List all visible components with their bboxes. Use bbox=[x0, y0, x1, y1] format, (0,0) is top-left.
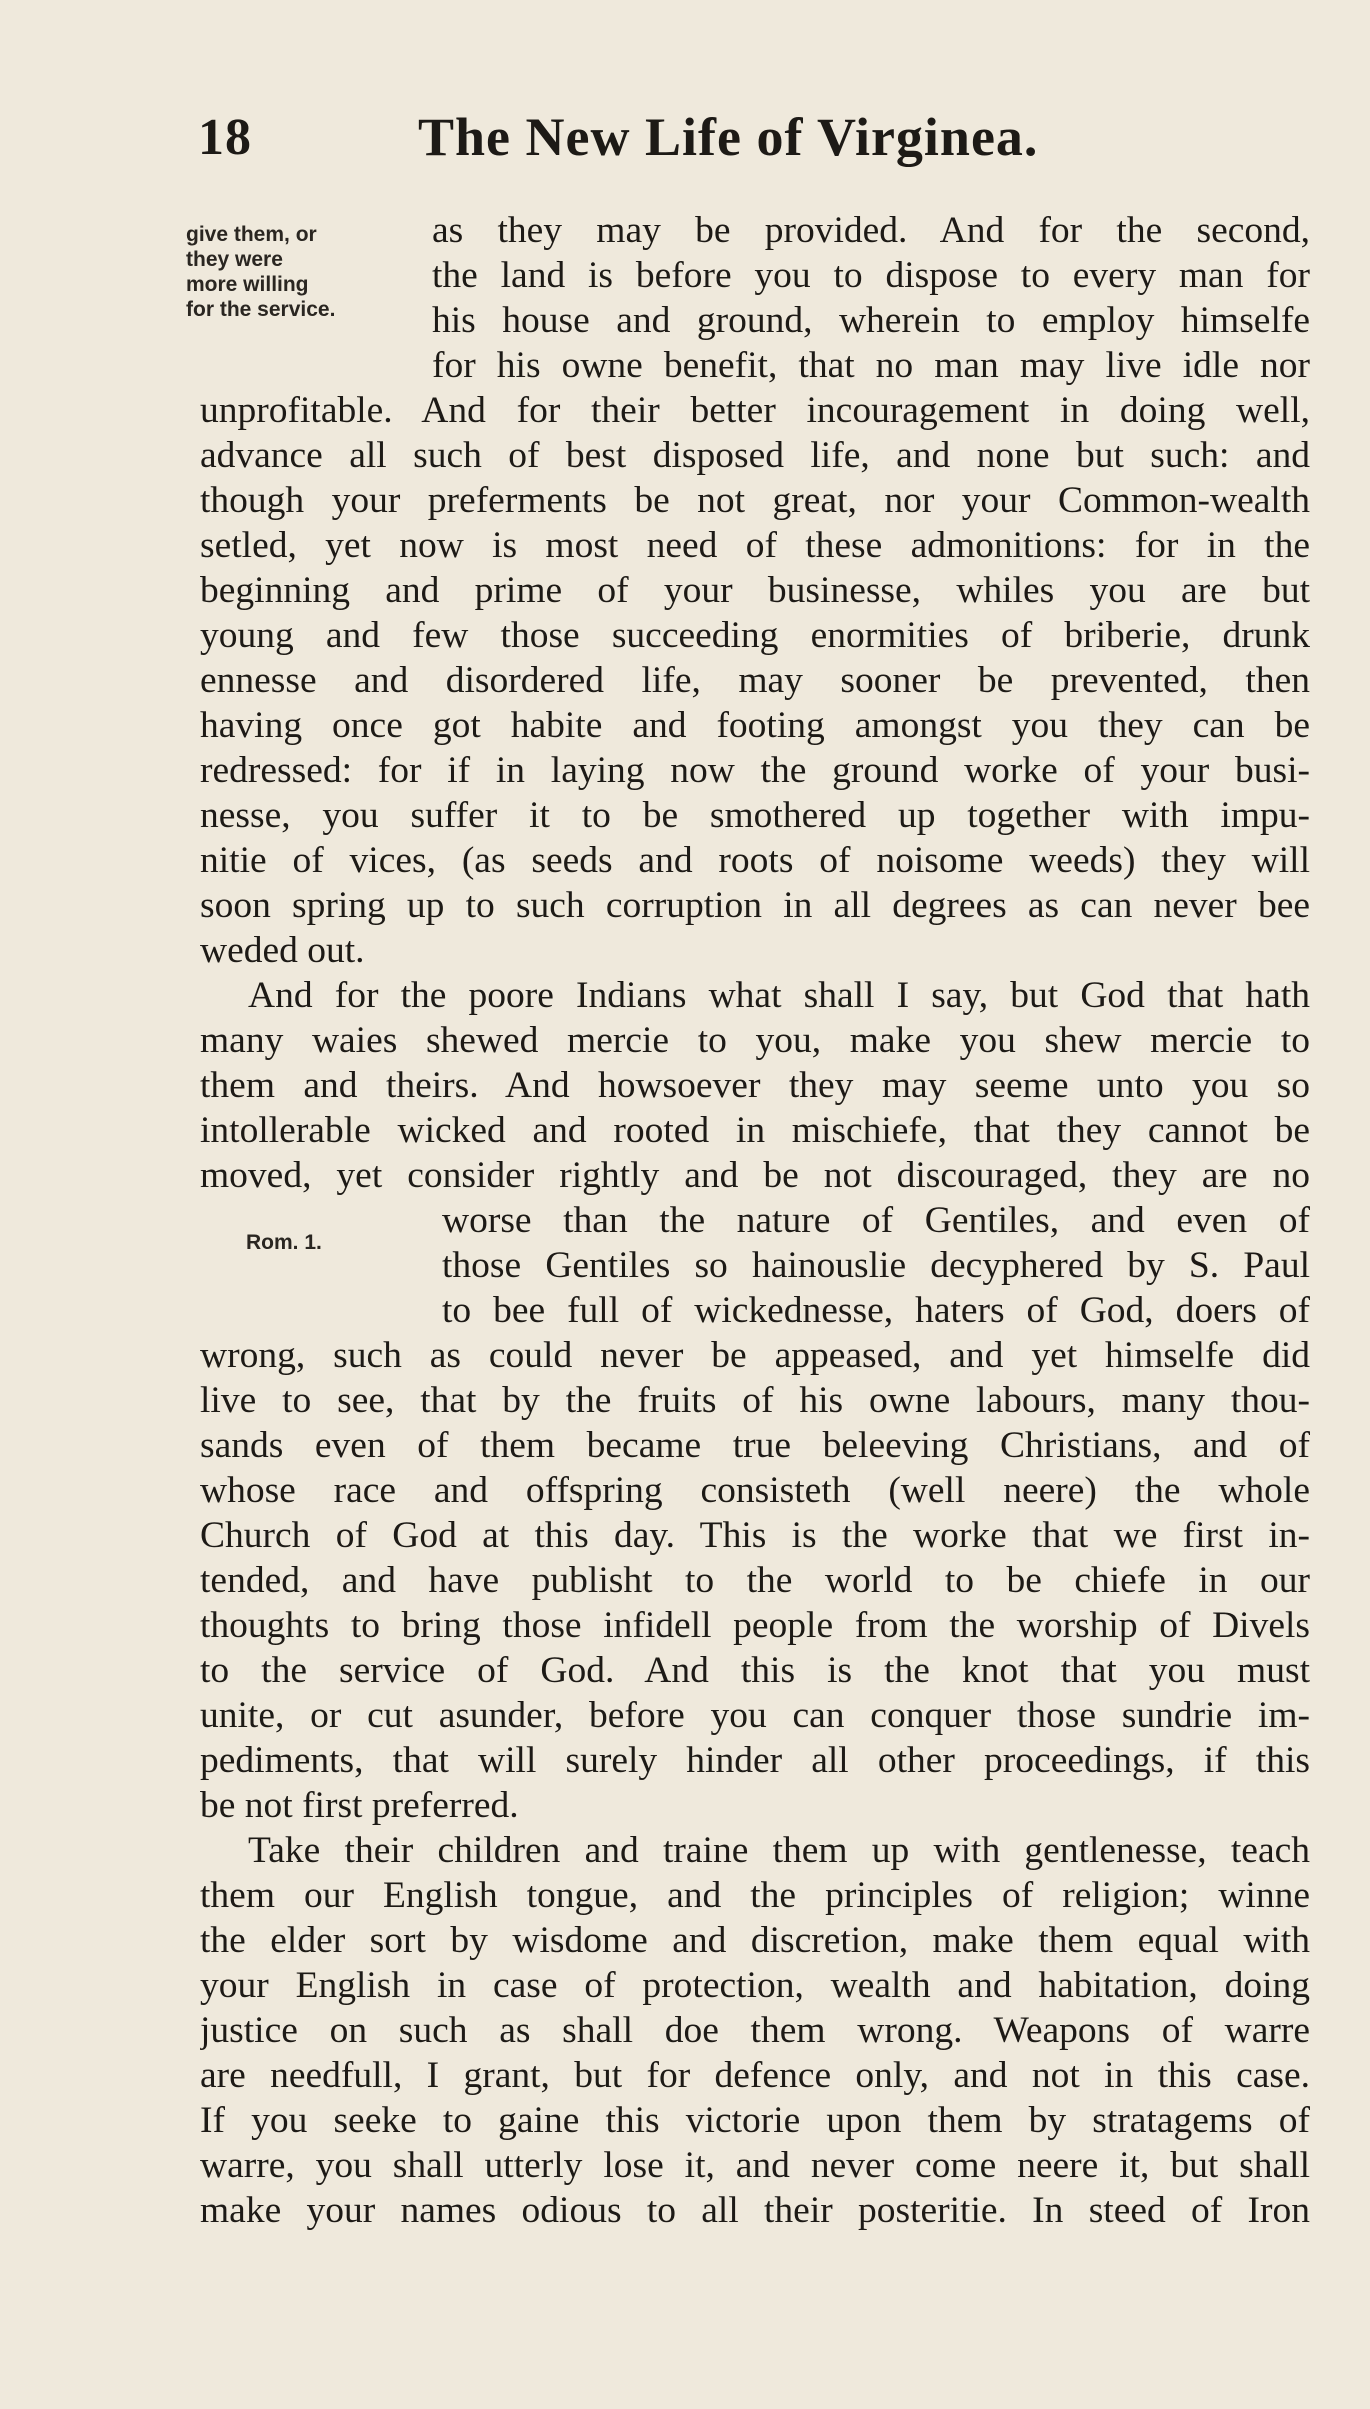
text-line: the land is before you to dispose to every man for bbox=[432, 255, 1310, 296]
text-line: the elder sort by wisdome and discretion, make them equal with bbox=[200, 1920, 1310, 1961]
text-line: many waies shewed mercie to you, make you shew mercie to bbox=[200, 1020, 1310, 1061]
text-line: having once got habite and footing amongst you they can be bbox=[200, 705, 1310, 746]
text-line: ennesse and disordered life, may sooner be prevented, then bbox=[200, 660, 1310, 701]
text-line: beginning and prime of your businesse, whiles you are but bbox=[200, 570, 1310, 611]
text-line: sands even of them became true beleeving Christians, and of bbox=[200, 1425, 1310, 1466]
text-line: his house and ground, wherein to employ himselfe bbox=[432, 300, 1310, 341]
text-line: live to see, that by the fruits of his owne labours, many thou- bbox=[200, 1380, 1310, 1421]
margin-note-service: give them, or they were more willing for the service. bbox=[186, 223, 336, 321]
text-line: are needfull, I grant, but for defence only, and not in this case. bbox=[200, 2055, 1310, 2096]
text-line: intollerable wicked and rooted in mischiefe, that they cannot be bbox=[200, 1110, 1310, 1151]
paragraph-start-line: And for the poore Indians what shall I say, but God that hath bbox=[248, 975, 1310, 1016]
text-line: wrong, such as could never be appeased, and yet himselfe did bbox=[200, 1335, 1310, 1376]
text-line: young and few those succeeding enormities of briberie, drunk bbox=[200, 615, 1310, 656]
text-line: to bee full of wickednesse, haters of God, doers of bbox=[442, 1290, 1310, 1331]
text-line: nitie of vices, (as seeds and roots of noisome weeds) they will bbox=[200, 840, 1310, 881]
page-number: 18 bbox=[198, 109, 252, 166]
text-line: weded out. bbox=[200, 930, 365, 971]
text-line: your English in case of protection, wealth and habitation, doing bbox=[200, 1965, 1310, 2006]
text-line: setled, yet now is most need of these admonitions: for in the bbox=[200, 525, 1310, 566]
text-line: them our English tongue, and the principles of religion; winne bbox=[200, 1875, 1310, 1916]
text-line: whose race and offspring consisteth (well neere) the whole bbox=[200, 1470, 1310, 1511]
text-line: redressed: for if in laying now the ground worke of your busi- bbox=[200, 750, 1310, 791]
text-line: unprofitable. And for their better incouragement in doing well, bbox=[200, 390, 1310, 431]
text-line: those Gentiles so hainouslie decyphered by S. Paul bbox=[442, 1245, 1310, 1286]
text-line: as they may be provided. And for the second, bbox=[432, 210, 1310, 251]
text-line: nesse, you suffer it to be smothered up together with impu- bbox=[200, 795, 1310, 836]
text-line: thoughts to bring those infidell people from the worship of Divels bbox=[200, 1605, 1310, 1646]
text-line: them and theirs. And howsoever they may seeme unto you so bbox=[200, 1065, 1310, 1106]
text-line: warre, you shall utterly lose it, and never come neere it, but shall bbox=[200, 2145, 1310, 2186]
margin-note-romans: Rom. 1. bbox=[246, 1231, 322, 1254]
text-line: pediments, that will surely hinder all other proceedings, if this bbox=[200, 1740, 1310, 1781]
text-line: for his owne benefit, that no man may live idle nor bbox=[432, 345, 1310, 386]
text-line: though your preferments be not great, nor your Common-wealth bbox=[200, 480, 1310, 521]
text-line: tended, and have publisht to the world to be chiefe in our bbox=[200, 1560, 1310, 1601]
text-line: worse than the nature of Gentiles, and even of bbox=[442, 1200, 1310, 1241]
text-line: unite, or cut asunder, before you can conquer those sundrie im- bbox=[200, 1695, 1310, 1736]
body-text bbox=[200, 208, 1310, 2233]
text-line: soon spring up to such corruption in all degrees as can never bee bbox=[200, 885, 1310, 926]
text-line: be not first preferred. bbox=[200, 1785, 519, 1826]
running-title: The New Life of Virginea. bbox=[418, 107, 1039, 167]
text-line: justice on such as shall doe them wrong. Weapons of warre bbox=[200, 2010, 1310, 2051]
text-line: to the service of God. And this is the knot that you must bbox=[200, 1650, 1310, 1691]
text-line: Church of God at this day. This is the worke that we first in- bbox=[200, 1515, 1310, 1556]
paragraph-start-line: Take their children and traine them up with gentlenesse, teach bbox=[248, 1830, 1310, 1871]
text-line: If you seeke to gaine this victorie upon them by stratagems of bbox=[200, 2100, 1310, 2141]
text-line: advance all such of best disposed life, and none but such: and bbox=[200, 435, 1310, 476]
text-line: moved, yet consider rightly and be not discouraged, they are no bbox=[200, 1155, 1310, 1196]
text-line: make your names odious to all their posteritie. In steed of Iron bbox=[200, 2190, 1310, 2231]
